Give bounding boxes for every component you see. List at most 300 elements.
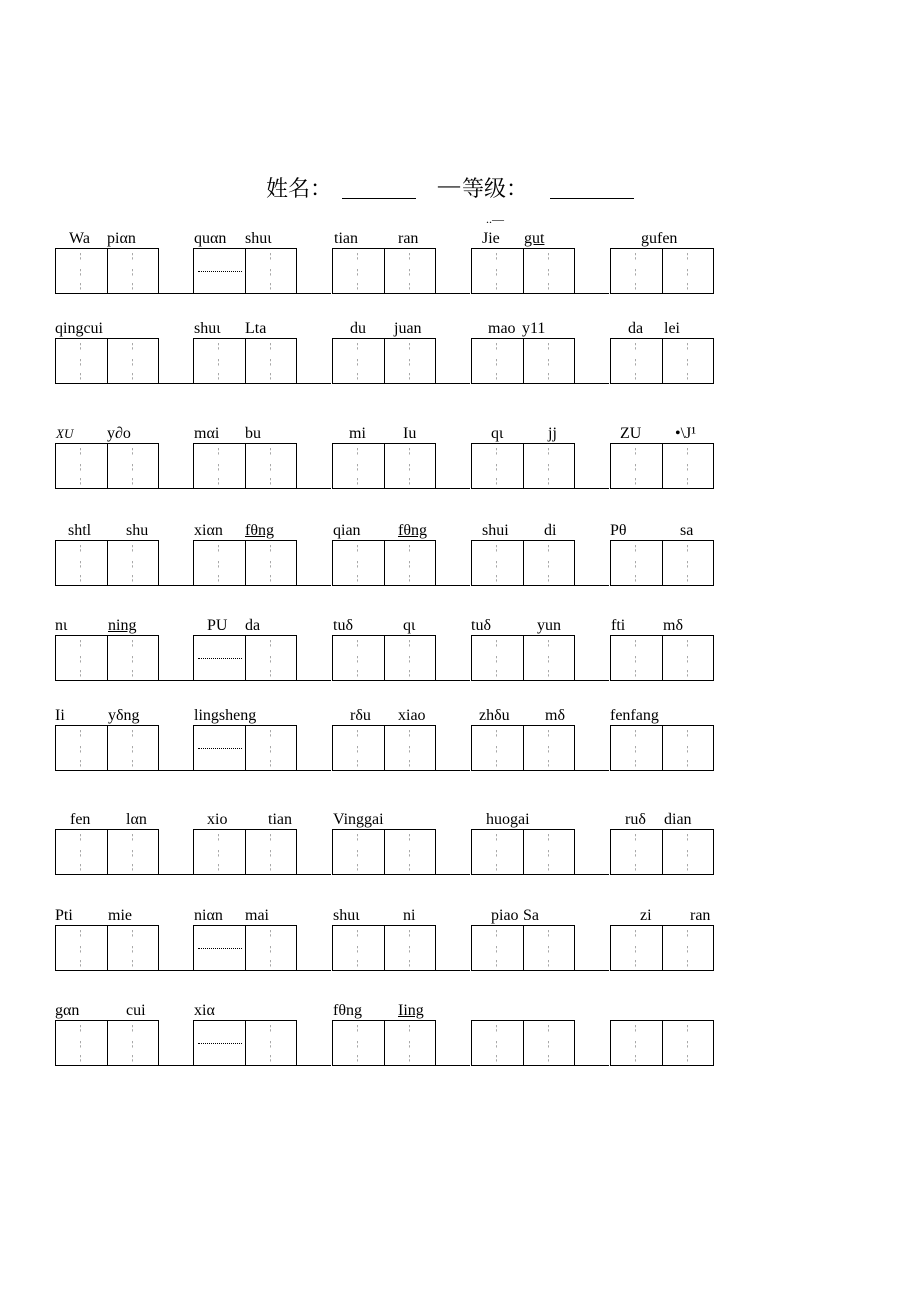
- tick-mark: ¦: [132, 574, 134, 582]
- pinyin-label: fen: [70, 811, 91, 828]
- pinyin-label: y∂o: [107, 425, 131, 442]
- tick-mark: ¦: [270, 929, 272, 937]
- tick-mark: ¦: [218, 342, 220, 350]
- character-box[interactable]: [55, 725, 159, 771]
- tick-mark: ¦: [496, 544, 498, 552]
- grade-label: 等级：: [462, 176, 529, 201]
- tick-mark: ¦: [270, 729, 272, 737]
- pinyin-label: piao: [491, 907, 519, 924]
- tick-mark: ¦: [635, 863, 637, 871]
- pinyin-label: shuι: [194, 320, 221, 337]
- tick-mark: ¦: [80, 544, 82, 552]
- tick-mark: ¦: [496, 447, 498, 455]
- box-divider: [107, 541, 108, 585]
- character-box[interactable]: [610, 725, 714, 771]
- tick-mark: ¦: [270, 1054, 272, 1062]
- character-box[interactable]: [193, 1020, 297, 1066]
- tick-mark: ¦: [80, 655, 82, 663]
- tick-mark: ¦: [548, 372, 550, 380]
- character-box[interactable]: [332, 540, 436, 586]
- tick-mark: ¦: [80, 268, 82, 276]
- tick-mark: ¦: [80, 342, 82, 350]
- pinyin-label: shuι: [333, 907, 360, 924]
- tick-mark: ¦: [80, 252, 82, 260]
- tick-mark: ¦: [687, 833, 689, 841]
- box-divider: [523, 926, 524, 970]
- tick-mark: ¦: [270, 574, 272, 582]
- pinyin-label: juan: [394, 320, 422, 337]
- tick-mark: ¦: [218, 477, 220, 485]
- box-divider: [245, 249, 246, 293]
- name-label: 姓名：: [266, 176, 333, 201]
- tick-mark: ¦: [635, 560, 637, 568]
- tick-mark: ¦: [548, 1054, 550, 1062]
- character-box[interactable]: [55, 925, 159, 971]
- tick-mark: ¦: [496, 477, 498, 485]
- tick-mark: ¦: [635, 745, 637, 753]
- tick-mark: ¦: [548, 342, 550, 350]
- baseline-connector: [575, 874, 609, 875]
- tick-mark: ¦: [270, 342, 272, 350]
- character-box[interactable]: [610, 1020, 714, 1066]
- tick-mark: ¦: [132, 729, 134, 737]
- tick-mark: ¦: [496, 945, 498, 953]
- tick-mark: ¦: [270, 477, 272, 485]
- tick-mark: ¦: [496, 669, 498, 677]
- tick-mark: ¦: [635, 1024, 637, 1032]
- grid-row: [0, 520, 920, 588]
- baseline-connector: [436, 585, 470, 586]
- pinyin-label: huogai: [486, 811, 530, 828]
- tick-mark: ¦: [496, 655, 498, 663]
- pinyin-label: jj: [548, 425, 557, 442]
- box-divider: [662, 830, 663, 874]
- character-box[interactable]: [55, 829, 159, 875]
- character-box[interactable]: [332, 925, 436, 971]
- tick-mark: ¦: [635, 358, 637, 366]
- pinyin-label: mai: [245, 907, 269, 924]
- grid-row: [0, 705, 920, 773]
- tick-mark: ¦: [357, 574, 359, 582]
- character-box[interactable]: [193, 540, 297, 586]
- tick-mark: ¦: [132, 759, 134, 767]
- baseline-connector: [575, 1065, 609, 1066]
- tick-mark: ¦: [357, 1054, 359, 1062]
- pinyin-label: Lta: [245, 320, 267, 337]
- character-box[interactable]: [193, 248, 297, 294]
- character-box[interactable]: [332, 338, 436, 384]
- pinyin-label: du: [350, 320, 366, 337]
- pinyin-label: fenfang: [610, 707, 659, 724]
- tick-mark: ¦: [409, 959, 411, 967]
- box-divider: [107, 726, 108, 770]
- pinyin-label: di: [544, 522, 557, 539]
- tick-mark: ¦: [496, 560, 498, 568]
- tick-mark: ¦: [548, 929, 550, 937]
- baseline-connector: [159, 970, 193, 971]
- tick-mark: ¦: [548, 849, 550, 857]
- box-divider: [384, 726, 385, 770]
- tick-mark: ¦: [409, 669, 411, 677]
- tick-mark: ¦: [496, 849, 498, 857]
- tick-mark: ¦: [635, 833, 637, 841]
- baseline-connector: [297, 488, 331, 489]
- tick-mark: ¦: [409, 759, 411, 767]
- name-blank[interactable]: [342, 176, 416, 199]
- baseline-connector: [575, 970, 609, 971]
- tick-mark: ¦: [409, 544, 411, 552]
- box-divider: [523, 1021, 524, 1065]
- pinyin-label: Pθ: [610, 522, 627, 539]
- tick-mark: ¦: [218, 833, 220, 841]
- tick-mark: ¦: [635, 759, 637, 767]
- tick-mark: ¦: [635, 1040, 637, 1048]
- tick-mark: ¦: [357, 358, 359, 366]
- tick-mark: ¦: [357, 655, 359, 663]
- tick-mark: ¦: [635, 655, 637, 663]
- character-box[interactable]: [332, 1020, 436, 1066]
- box-divider: [523, 830, 524, 874]
- grid-row: [0, 1000, 920, 1068]
- tick-mark: ¦: [635, 669, 637, 677]
- box-divider: [107, 249, 108, 293]
- pinyin-label: gut: [524, 230, 545, 247]
- tick-mark: ¦: [218, 849, 220, 857]
- tick-mark: ¦: [548, 252, 550, 260]
- box-divider: [523, 636, 524, 680]
- tick-mark: ¦: [687, 655, 689, 663]
- tick-mark: ¦: [409, 929, 411, 937]
- baseline-connector: [575, 680, 609, 681]
- character-box[interactable]: [471, 1020, 575, 1066]
- pinyin-label: nι: [55, 617, 68, 634]
- box-divider: [662, 444, 663, 488]
- tick-mark: ¦: [218, 372, 220, 380]
- tick-mark: ¦: [80, 639, 82, 647]
- tick-mark: ¦: [270, 463, 272, 471]
- character-box[interactable]: [471, 443, 575, 489]
- tick-mark: ¦: [687, 1040, 689, 1048]
- tick-mark: ¦: [80, 729, 82, 737]
- pinyin-label: XU: [56, 426, 74, 441]
- character-box[interactable]: [193, 725, 297, 771]
- cell-dash: [198, 271, 242, 272]
- tick-mark: ¦: [548, 1040, 550, 1048]
- tick-mark: ¦: [409, 655, 411, 663]
- pinyin-label: tuδ: [471, 617, 491, 634]
- tick-mark: ¦: [635, 544, 637, 552]
- character-box[interactable]: [332, 829, 436, 875]
- tick-mark: ¦: [270, 282, 272, 290]
- pinyin-label: dian: [664, 811, 692, 828]
- box-divider: [245, 926, 246, 970]
- tick-mark: ¦: [635, 1054, 637, 1062]
- box-divider: [523, 444, 524, 488]
- baseline-connector: [575, 488, 609, 489]
- character-box[interactable]: [610, 829, 714, 875]
- baseline-connector: [159, 488, 193, 489]
- tick-mark: ¦: [132, 372, 134, 380]
- tick-mark: ¦: [635, 372, 637, 380]
- box-divider: [384, 249, 385, 293]
- character-box[interactable]: [471, 540, 575, 586]
- box-divider: [523, 339, 524, 383]
- tick-mark: ¦: [132, 358, 134, 366]
- tick-mark: ¦: [687, 574, 689, 582]
- tick-mark: ¦: [80, 282, 82, 290]
- baseline-connector: [297, 770, 331, 771]
- character-box[interactable]: [193, 443, 297, 489]
- tick-mark: ¦: [357, 639, 359, 647]
- tick-mark: ¦: [357, 560, 359, 568]
- box-divider: [107, 926, 108, 970]
- tick-mark: ¦: [270, 959, 272, 967]
- tick-mark: ¦: [687, 929, 689, 937]
- tick-mark: ¦: [409, 863, 411, 871]
- box-divider: [384, 444, 385, 488]
- character-box[interactable]: [610, 443, 714, 489]
- grid-row: [0, 905, 920, 973]
- baseline-connector: [159, 1065, 193, 1066]
- pinyin-label: mao: [488, 320, 516, 337]
- tick-mark: ¦: [687, 342, 689, 350]
- tick-mark: ¦: [687, 849, 689, 857]
- tick-mark: ¦: [548, 655, 550, 663]
- baseline-connector: [159, 585, 193, 586]
- tick-mark: ¦: [357, 729, 359, 737]
- baseline-connector: [297, 585, 331, 586]
- box-divider: [107, 1021, 108, 1065]
- tick-mark: ¦: [409, 342, 411, 350]
- grade-blank[interactable]: [550, 176, 634, 199]
- dots-mark: ..—: [486, 212, 504, 226]
- pinyin-label: mi: [349, 425, 366, 442]
- tick-mark: ¦: [80, 863, 82, 871]
- box-divider: [662, 726, 663, 770]
- grid-row: [0, 615, 920, 683]
- character-box[interactable]: [193, 829, 297, 875]
- pinyin-label: y11: [522, 320, 546, 337]
- pinyin-label: bu: [245, 425, 261, 442]
- tick-mark: ¦: [687, 544, 689, 552]
- character-box[interactable]: [55, 635, 159, 681]
- character-box[interactable]: [332, 248, 436, 294]
- tick-mark: ¦: [80, 669, 82, 677]
- tick-mark: ¦: [496, 372, 498, 380]
- tick-mark: ¦: [357, 669, 359, 677]
- tick-mark: ¦: [357, 1024, 359, 1032]
- pinyin-label: fti: [611, 617, 626, 634]
- tick-mark: ¦: [548, 639, 550, 647]
- tick-mark: ¦: [496, 358, 498, 366]
- character-box[interactable]: [471, 725, 575, 771]
- tick-mark: ¦: [548, 729, 550, 737]
- pinyin-label: yδng: [108, 707, 140, 724]
- tick-mark: ¦: [635, 342, 637, 350]
- character-box[interactable]: [610, 635, 714, 681]
- tick-mark: ¦: [218, 574, 220, 582]
- character-box[interactable]: [471, 925, 575, 971]
- tick-mark: ¦: [548, 560, 550, 568]
- tick-mark: ¦: [357, 929, 359, 937]
- pinyin-label: ZU: [620, 425, 642, 442]
- baseline-connector: [297, 293, 331, 294]
- character-box[interactable]: [471, 635, 575, 681]
- box-divider: [107, 830, 108, 874]
- tick-mark: ¦: [80, 745, 82, 753]
- tick-mark: ¦: [80, 929, 82, 937]
- character-box[interactable]: [55, 443, 159, 489]
- tick-mark: ¦: [80, 1024, 82, 1032]
- page-header: [0, 172, 920, 204]
- pinyin-label: ning: [108, 617, 137, 634]
- tick-mark: ¦: [132, 945, 134, 953]
- pinyin-label: Wa: [69, 230, 90, 247]
- box-divider: [107, 636, 108, 680]
- grade-prefix: —: [438, 172, 460, 197]
- tick-mark: ¦: [218, 447, 220, 455]
- pinyin-label: •\J¹: [675, 425, 697, 442]
- tick-mark: ¦: [80, 759, 82, 767]
- pinyin-label: Vinggai: [333, 811, 384, 828]
- pinyin-label: ran: [398, 230, 419, 247]
- tick-mark: ¦: [496, 268, 498, 276]
- tick-mark: ¦: [496, 342, 498, 350]
- tick-mark: ¦: [132, 655, 134, 663]
- baseline-connector: [575, 293, 609, 294]
- tick-mark: ¦: [132, 463, 134, 471]
- baseline-connector: [297, 874, 331, 875]
- tick-mark: ¦: [687, 372, 689, 380]
- baseline-connector: [297, 1065, 331, 1066]
- tick-mark: ¦: [357, 463, 359, 471]
- tick-mark: ¦: [635, 849, 637, 857]
- grid-row: [0, 423, 920, 491]
- pinyin-label: qι: [403, 617, 416, 634]
- pinyin-label: rδu: [350, 707, 371, 724]
- tick-mark: ¦: [496, 282, 498, 290]
- tick-mark: ¦: [635, 268, 637, 276]
- pinyin-label: qian: [333, 522, 361, 539]
- character-box[interactable]: [332, 725, 436, 771]
- character-box[interactable]: [332, 443, 436, 489]
- tick-mark: ¦: [270, 447, 272, 455]
- box-divider: [523, 726, 524, 770]
- tick-mark: ¦: [80, 463, 82, 471]
- pinyin-label: qingcui: [55, 320, 103, 337]
- tick-mark: ¦: [80, 959, 82, 967]
- tick-mark: ¦: [409, 252, 411, 260]
- baseline-connector: [159, 293, 193, 294]
- baseline-connector: [297, 680, 331, 681]
- character-box[interactable]: [55, 338, 159, 384]
- tick-mark: ¦: [132, 863, 134, 871]
- tick-mark: ¦: [409, 560, 411, 568]
- pinyin-label: gαn: [55, 1002, 80, 1019]
- tick-mark: ¦: [132, 745, 134, 753]
- tick-mark: ¦: [496, 929, 498, 937]
- character-box[interactable]: [610, 248, 714, 294]
- character-box[interactable]: [332, 635, 436, 681]
- pinyin-label: Ii: [55, 707, 65, 724]
- tick-mark: ¦: [496, 759, 498, 767]
- character-box[interactable]: [471, 248, 575, 294]
- tick-mark: ¦: [132, 959, 134, 967]
- tick-mark: ¦: [635, 252, 637, 260]
- pinyin-label: da: [245, 617, 261, 634]
- pinyin-label: mδ: [663, 617, 683, 634]
- pinyin-label: sa: [680, 522, 694, 539]
- box-divider: [107, 339, 108, 383]
- cell-dash: [198, 1043, 242, 1044]
- box-divider: [662, 1021, 663, 1065]
- tick-mark: ¦: [80, 574, 82, 582]
- pinyin-label: shui: [482, 522, 509, 539]
- character-box[interactable]: [471, 829, 575, 875]
- character-box[interactable]: [610, 338, 714, 384]
- baseline-connector: [159, 874, 193, 875]
- tick-mark: ¦: [496, 252, 498, 260]
- tick-mark: ¦: [270, 863, 272, 871]
- baseline-connector: [436, 488, 470, 489]
- tick-mark: ¦: [687, 863, 689, 871]
- tick-mark: ¦: [635, 959, 637, 967]
- tick-mark: ¦: [409, 463, 411, 471]
- character-box[interactable]: [193, 338, 297, 384]
- tick-mark: ¦: [409, 574, 411, 582]
- character-box[interactable]: [55, 1020, 159, 1066]
- character-box[interactable]: [55, 540, 159, 586]
- box-divider: [245, 1021, 246, 1065]
- character-box[interactable]: [193, 925, 297, 971]
- cell-dash: [198, 658, 242, 659]
- tick-mark: ¦: [687, 745, 689, 753]
- tick-mark: ¦: [270, 1024, 272, 1032]
- pinyin-label: Iu: [403, 425, 417, 442]
- tick-mark: ¦: [218, 358, 220, 366]
- tick-mark: ¦: [357, 252, 359, 260]
- pinyin-label: lingsheng: [194, 707, 257, 724]
- pinyin-label: xiα: [194, 1002, 215, 1019]
- tick-mark: ¦: [635, 729, 637, 737]
- tick-mark: ¦: [80, 358, 82, 366]
- character-box[interactable]: [610, 540, 714, 586]
- tick-mark: ¦: [548, 833, 550, 841]
- character-box[interactable]: [55, 248, 159, 294]
- tick-mark: ¦: [270, 372, 272, 380]
- tick-mark: ¦: [409, 477, 411, 485]
- character-box[interactable]: [193, 635, 297, 681]
- tick-mark: ¦: [496, 574, 498, 582]
- character-box[interactable]: [471, 338, 575, 384]
- tick-mark: ¦: [132, 1024, 134, 1032]
- pinyin-label: mie: [108, 907, 132, 924]
- tick-mark: ¦: [132, 669, 134, 677]
- box-divider: [245, 339, 246, 383]
- tick-mark: ¦: [132, 447, 134, 455]
- tick-mark: ¦: [635, 574, 637, 582]
- pinyin-label: shuι: [245, 230, 272, 247]
- tick-mark: ¦: [80, 1054, 82, 1062]
- tick-mark: ¦: [270, 358, 272, 366]
- tick-mark: ¦: [270, 1040, 272, 1048]
- tick-mark: ¦: [548, 745, 550, 753]
- character-box[interactable]: [610, 925, 714, 971]
- tick-mark: ¦: [548, 463, 550, 471]
- tick-mark: ¦: [548, 945, 550, 953]
- box-divider: [662, 636, 663, 680]
- box-divider: [107, 444, 108, 488]
